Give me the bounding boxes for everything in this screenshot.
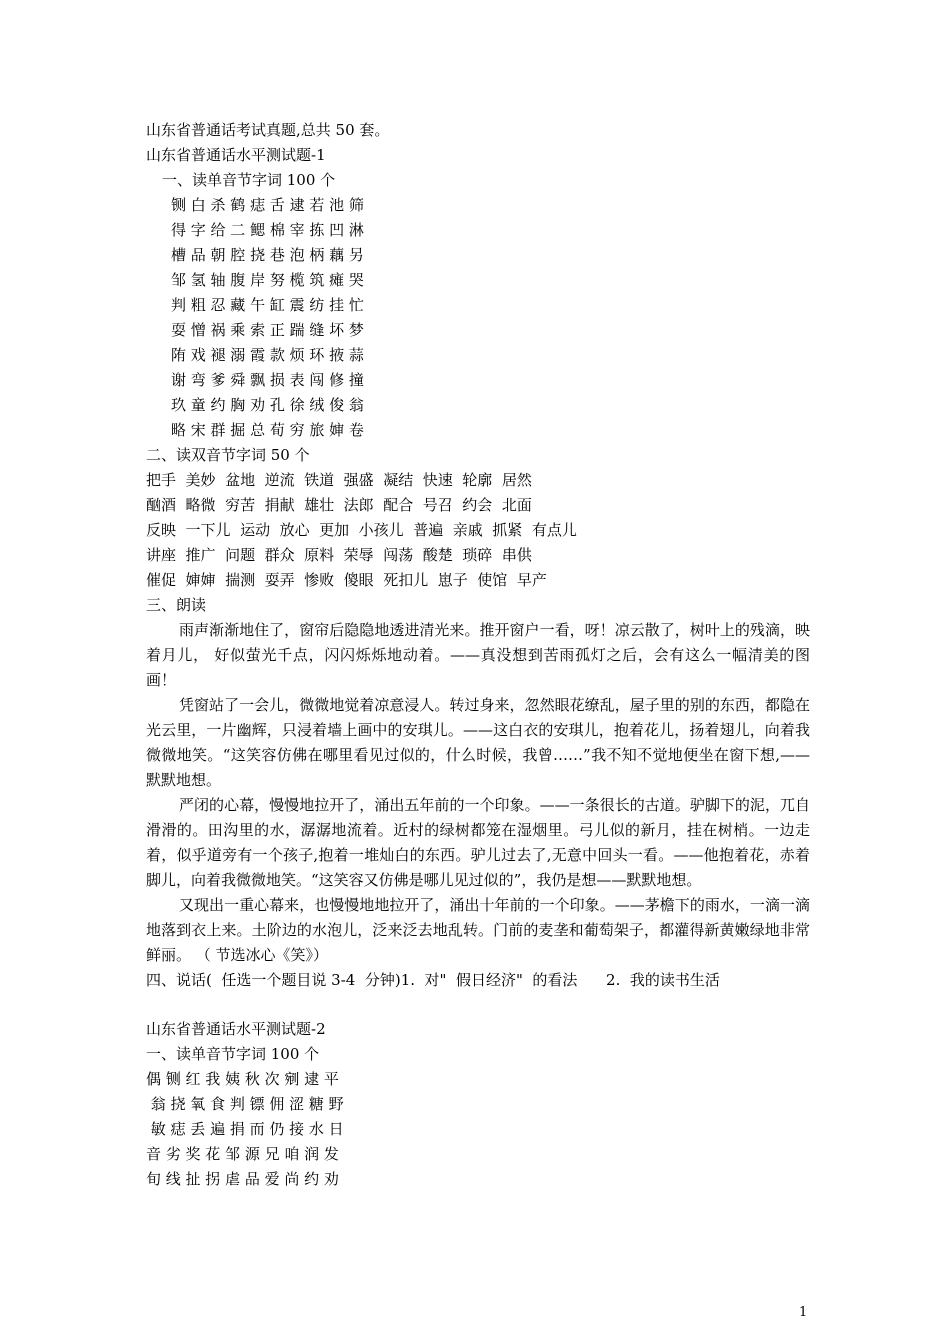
test1-single-row: 铡 白 杀 鹤 痣 舌 逮 若 池 筛 bbox=[171, 196, 364, 214]
test1-single-row: 判 粗 忍 藏 午 缸 震 纺 挂 忙 bbox=[171, 296, 364, 314]
test1-title: 山东省普通话水平测试题-1 bbox=[146, 146, 326, 164]
test1-single-row: 耍 憎 祸 乘 索 正 踹 缝 坏 梦 bbox=[171, 321, 364, 339]
test2-title: 山东省普通话水平测试题-2 bbox=[146, 1020, 326, 1038]
test1-double-row: 催促 婶婶 揣测 耍弄 惨败 傻眼 死扣儿 崽子 使馆 早产 bbox=[146, 571, 547, 589]
test2-single-row: 旬 线 扯 拐 虐 品 爱 尚 约 劝 bbox=[146, 1170, 339, 1188]
test1-double-row: 把手 美妙 盆地 逆流 铁道 强盛 凝结 快速 轮廓 居然 bbox=[146, 471, 532, 489]
intro-line: 山东省普通话考试真题,总共 50 套。 bbox=[146, 121, 390, 139]
test2-single-row: 翁 挠 氧 食 判 镖 佣 涩 糖 野 bbox=[146, 1095, 344, 1113]
test1-single-row: 谢 弯 爹 舜 飘 损 表 闯 修 撞 bbox=[171, 371, 364, 389]
test1-single-row: 邹 氢 轴 腹 岸 努 榄 筑 瘫 哭 bbox=[171, 271, 364, 289]
test2-single-row: 音 劣 奖 花 邹 源 兄 咱 润 发 bbox=[146, 1145, 339, 1163]
test2-section1-title: 一、读单音节字词 100 个 bbox=[146, 1045, 320, 1063]
reading-paragraph: 雨声渐渐地住了，窗帘后隐隐地透进清光来。推开窗户一看，呀！凉云散了，树叶上的残滴，映着月儿， 好似萤光千点，闪闪烁烁地动着。——真没想到苦雨孤灯之后，会有这么一幅清美的图画！ bbox=[146, 621, 810, 689]
test1-single-row: 槽 品 朝 腔 挠 巷 泡 柄 藕 另 bbox=[171, 246, 364, 264]
test2-single-row: 偶 铡 红 我 姨 秋 次 剜 逮 平 bbox=[146, 1070, 339, 1088]
reading-paragraph: 凭窗站了一会儿，微微地觉着凉意浸人。转过身来，忽然眼花缭乱，屋子里的别的东西，都隐在光云里，一片幽辉，只浸着墙上画中的安琪儿。——这白衣的安琪儿，抱着花儿，扬着翅儿，向着我微微地笑。“这笑容仿佛在哪里看见过似的，什么时候，我曾……”我不知不觉地便坐在窗下想,——默默地想。 bbox=[146, 696, 810, 789]
test1-double-row: 反映 一下儿 运动 放心 更加 小孩儿 普遍 亲戚 抓紧 有点儿 bbox=[146, 521, 577, 539]
test1-double-row: 讲座 推广 问题 群众 原料 荣辱 闯荡 酸楚 琐碎 串供 bbox=[146, 546, 532, 564]
page-number: 1 bbox=[799, 1305, 808, 1320]
test1-section2-title: 二、读双音节字词 50 个 bbox=[146, 446, 310, 464]
test1-section1-title: 一、读单音节字词 100 个 bbox=[162, 171, 336, 189]
test1-section3-title: 三、朗读 bbox=[146, 596, 207, 614]
test1-single-row: 得 字 给 二 鳃 棉 宰 拣 凹 淋 bbox=[171, 221, 364, 239]
test1-single-row: 玖 童 约 胸 劝 孔 徐 绒 俊 翁 bbox=[171, 396, 364, 414]
spacer bbox=[146, 993, 810, 1017]
page-content bbox=[146, 118, 810, 1192]
test1-single-row: 陏 戏 褪 溺 霞 款 烦 环 掖 蒜 bbox=[171, 346, 364, 364]
test1-section4-speaking: 四、说话( 任选一个题目说 3-4 分钟)1. 对" 假日经济" 的看法 2. 我的读书生活 bbox=[146, 971, 720, 989]
test1-double-row: 酗酒 略微 穷苦 捐献 雄壮 法郎 配合 号召 约会 北面 bbox=[146, 496, 532, 514]
test1-single-row: 略 宋 群 掘 总 荀 穷 旅 婶 卷 bbox=[171, 421, 364, 439]
reading-paragraph: 严闭的心幕，慢慢地拉开了，涌出五年前的一个印象。——一条很长的古道。驴脚下的泥，兀自滑滑的。田沟里的水，潺潺地流着。近村的绿树都笼在湿烟里。弓儿似的新月，挂在树梢。一边走着，似乎道旁有一个孩子,抱着一堆灿白的东西。驴儿过去了,无意中回头一看。——他抱着花，赤着脚儿，向着我微微地笑。“这笑容又仿佛是哪儿见过似的”，我仍是想——默默地想。 bbox=[146, 796, 810, 889]
reading-paragraph: 又现出一重心幕来，也慢慢地地拉开了，涌出十年前的一个印象。——茅檐下的雨水，一滴一滴地落到衣上来。土阶边的水泡儿，泛来泛去地乱转。门前的麦垄和葡萄架子，都灌得新黄嫩绿地非常鲜丽。 （ 节选冰心《笑》） bbox=[146, 896, 810, 964]
test2-single-row: 敏 痣 丢 遍 捐 而 仍 接 水 日 bbox=[146, 1120, 344, 1138]
